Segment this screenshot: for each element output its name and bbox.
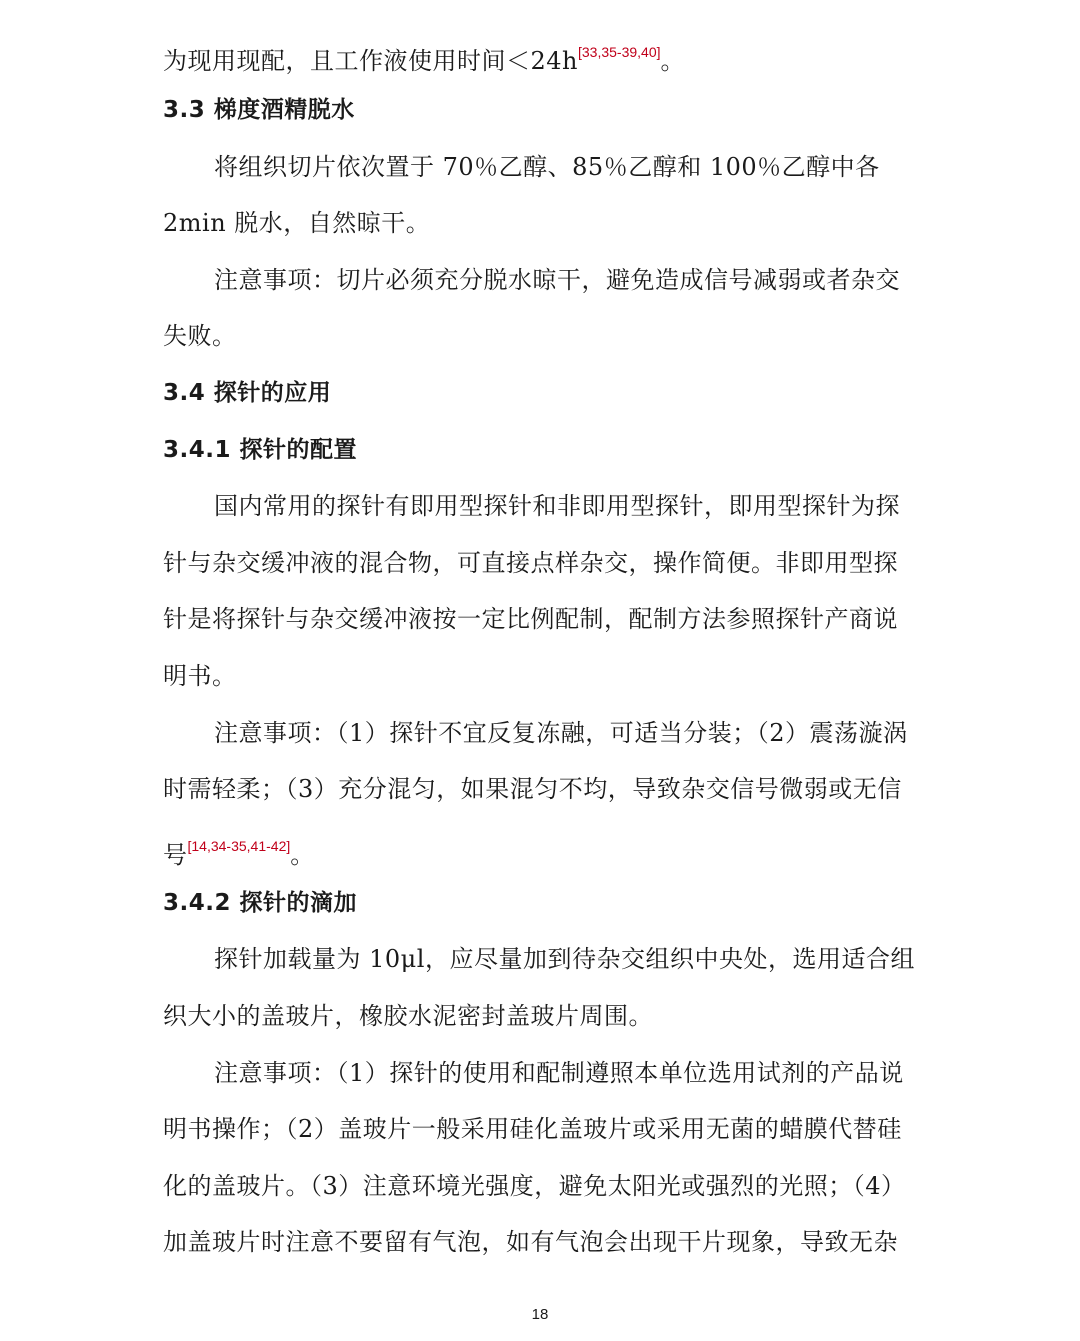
text-line: 注意事项：（1）探针的使用和配制遵照本单位选用试剂的产品说 xyxy=(214,1059,904,1087)
line-tail: 。 xyxy=(660,47,686,75)
citation: [14,34-35,41-42] xyxy=(187,838,291,854)
line-text: 号 xyxy=(163,841,188,869)
text-line: 明书。 xyxy=(163,662,237,690)
citation: [33,35-39,40] xyxy=(578,44,661,60)
text-line: 2min 脱水，自然晾干。 xyxy=(163,209,431,237)
text-line: 失败。 xyxy=(163,322,237,350)
text-line: 针与杂交缓冲液的混合物，可直接点样杂交，操作简便。非即用型探 xyxy=(163,549,898,577)
line-text: 为现用现配，且工作液使用时间＜24h xyxy=(163,47,578,75)
text-line: 将组织切片依次置于 70％乙醇、85％乙醇和 100％乙醇中各 xyxy=(214,153,880,181)
text-line: 织大小的盖玻片，橡胶水泥密封盖玻片周围。 xyxy=(163,1002,653,1030)
subsection-heading: 3.4.2 探针的滴加 xyxy=(163,890,357,916)
text-line: 化的盖玻片。（3）注意环境光强度，避免太阳光或强烈的光照；（4） xyxy=(163,1172,906,1200)
text-line: 加盖玻片时注意不要留有气泡，如有气泡会出现干片现象，导致无杂 xyxy=(163,1228,898,1256)
text-line: 时需轻柔；（3）充分混匀，如果混匀不均，导致杂交信号微弱或无信 xyxy=(163,775,902,803)
text-line: 明书操作；（2）盖玻片一般采用硅化盖玻片或采用无菌的蜡膜代替硅 xyxy=(163,1115,902,1143)
text-line: 注意事项：（1）探针不宜反复冻融，可适当分装；（2）震荡漩涡 xyxy=(214,719,908,747)
subsection-heading: 3.4.1 探针的配置 xyxy=(163,437,357,463)
text-line xyxy=(163,829,923,872)
text-line: 探针加载量为 10μl，应尽量加到待杂交组织中央处，选用适合组 xyxy=(214,945,915,973)
text-line: 针是将探针与杂交缓冲液按一定比例配制，配制方法参照探针产商说 xyxy=(163,605,898,633)
line-tail: 。 xyxy=(290,841,315,869)
page-number: 18 xyxy=(531,1306,549,1323)
text-line xyxy=(163,35,923,78)
text-line: 注意事项：切片必须充分脱水晾干，避免造成信号减弱或者杂交 xyxy=(214,266,900,294)
section-heading: 3.3 梯度酒精脱水 xyxy=(163,97,355,123)
section-heading: 3.4 探针的应用 xyxy=(163,380,332,406)
text-line: 国内常用的探针有即用型探针和非即用型探针，即用型探针为探 xyxy=(214,492,900,520)
